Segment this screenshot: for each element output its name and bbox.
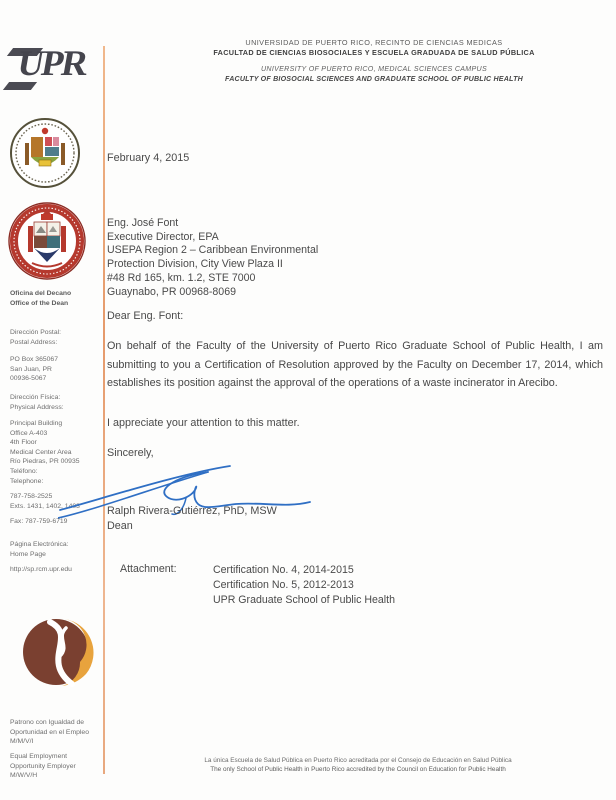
phone-line: 787-758-2525: [10, 493, 53, 500]
web-label-en: Home Page: [10, 550, 46, 558]
eeo-es-text: Patrono con Igualdad de Oportunidad en el Empleo M/M/V/I: [10, 719, 89, 745]
physical-line: Office A-403: [10, 429, 48, 437]
recipient-line: Guaynabo, PR 00968-8069: [107, 285, 236, 298]
university-seal: [8, 116, 82, 190]
sidebar-physical-labels: [10, 393, 102, 412]
recipient-line: #48 Rd 165, km. 1.2, STE 7000: [107, 271, 256, 284]
signer-title: Dean: [107, 520, 133, 532]
recipient-line: USEPA Region 2 – Caribbean Environmental: [107, 244, 319, 257]
postal-line: 00936-5067: [10, 375, 47, 382]
attachment-item: Certification No. 4, 2014-2015: [213, 564, 354, 576]
biosocial-school-seal: [6, 200, 88, 282]
letterhead-line-es-2: FACULTAD DE CIENCIAS BIOSOCIALES Y ESCUELA GRADUADA DE SALUD PÚBLICA: [213, 47, 535, 57]
physical-line: 4th Floor: [10, 439, 37, 446]
attachment-item: Certification No. 5, 2012-2013: [213, 579, 354, 591]
physical-label-es: Dirección Física:: [10, 394, 61, 401]
sidebar-divider-line: [103, 46, 105, 774]
physical-label-en: Physical Address:: [10, 403, 64, 411]
phone-label-en: Telephone:: [10, 477, 44, 485]
phone-label-es: Teléfono:: [10, 468, 38, 475]
sidebar-web-url: [10, 565, 102, 575]
physical-line: Medical Center Area: [10, 448, 72, 456]
salutation: Dear Eng. Font:: [107, 310, 184, 322]
recipient-line: Eng. José Font: [107, 217, 179, 229]
phone-line: Exts. 1431, 1402, 1403: [10, 502, 80, 510]
letterhead-line-en-2: FACULTY OF BIOSOCIAL SCIENCES AND GRADUATE SCHOOL OF PUBLIC HEALTH: [225, 74, 523, 83]
office-label-es: Oficina del Decano: [10, 290, 72, 297]
letter-date: February 4, 2015: [107, 152, 190, 164]
letter-body-paragraph: On behalf of the Faculty of the University of Puerto Rico Graduate School of Public Health, I am submitting to you a Certification of Resolution approved by the Faculty on December 17, 2014, which establishes its position against the approval of the operations of a waste incinerator in Arecibo.: [107, 340, 603, 390]
physical-line: Principal Building: [10, 420, 63, 427]
signer-name: Ralph Rivera-Gutiérrez, PhD, MSW: [107, 505, 277, 517]
signer-block: [107, 504, 277, 534]
footer: [120, 757, 596, 774]
letterhead: [138, 38, 610, 84]
sidebar-web-labels: [10, 540, 102, 559]
office-label-en: Office of the Dean: [10, 299, 69, 307]
letterhead-line-es-1: UNIVERSIDAD DE PUERTO RICO, RECINTO DE CIENCIAS MEDICAS: [245, 38, 503, 47]
valediction: Sincerely,: [107, 447, 154, 459]
postal-label-es: Dirección Postal:: [10, 329, 61, 336]
postal-line: PO Box 365067: [10, 356, 58, 363]
upr-logo: [8, 40, 90, 98]
postal-label-en: Postal Address:: [10, 338, 58, 346]
web-label-es: Página Electrónica:: [10, 541, 69, 548]
recipient-address-block: [107, 217, 318, 299]
web-url-text: http://sp.rcm.upr.edu: [10, 566, 72, 573]
sidebar-postal-labels: [10, 328, 102, 347]
footer-line-es: La única Escuela de Salud Pública en Puerto Rico acreditada por el Consejo de Educación en Salud Pública: [204, 757, 512, 764]
recipient-line: Protection Division, City View Plaza II: [107, 258, 283, 271]
sidebar-eeo-es: [10, 718, 102, 747]
eeo-en-text: Equal Employment Opportunity Employer M/W/V/H: [10, 753, 76, 779]
attachment-block: [120, 563, 395, 608]
sidebar-postal-address: [10, 355, 102, 384]
recipient-line: Executive Director, EPA: [107, 230, 219, 243]
closing-line: I appreciate your attention to this matter.: [107, 417, 300, 429]
fax-line: Fax: 787-759-6719: [10, 518, 68, 525]
letterhead-line-en-1: UNIVERSITY OF PUERTO RICO, MEDICAL SCIENCES CAMPUS: [260, 65, 488, 73]
attachment-list: [213, 563, 395, 608]
sidebar-office-block: [10, 289, 102, 308]
footer-line-en: The only School of Public Health in Puerto Rico accredited by the Council on Education for Public Health: [210, 765, 506, 773]
sidebar-eeo-en: [10, 752, 102, 781]
physical-line: Río Piedras, PR 00935: [10, 458, 80, 465]
upr-logo-text: UPR: [14, 43, 90, 83]
attachment-item: UPR Graduate School of Public Health: [213, 594, 395, 606]
attachment-label: Attachment:: [120, 563, 177, 575]
sp-school-logo: [20, 610, 98, 692]
postal-line: San Juan, PR: [10, 365, 52, 373]
